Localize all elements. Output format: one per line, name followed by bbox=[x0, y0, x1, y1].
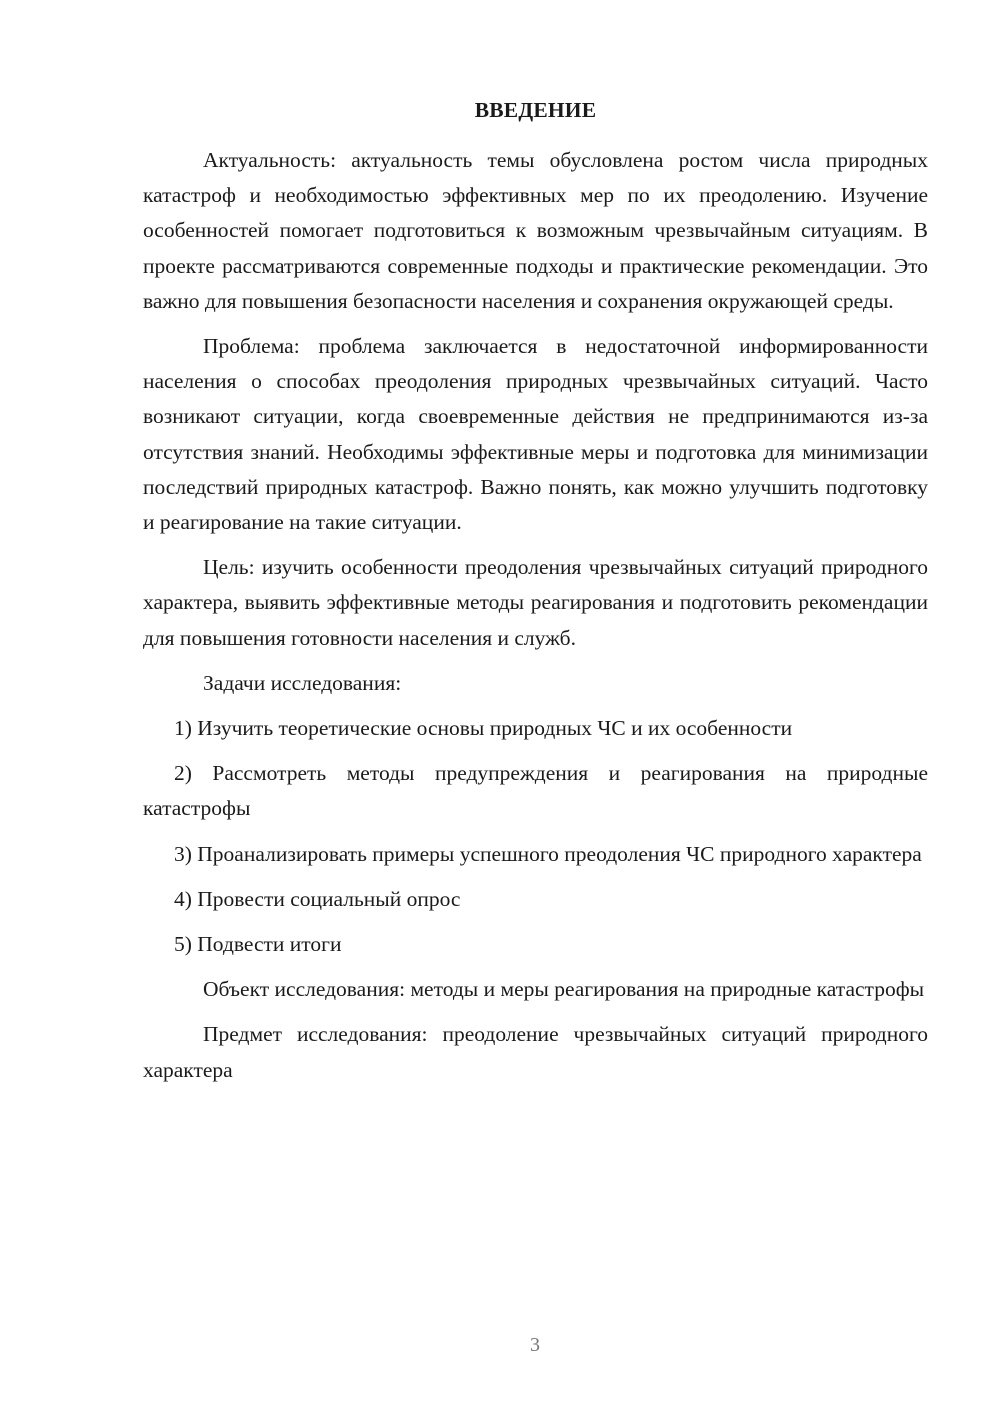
task-item: 5) Подвести итоги bbox=[174, 932, 342, 957]
problem-paragraph: Проблема: проблема заключается в недостаточной информированности населения о способах преодоления природных чрезвычайных ситуаций. Часто возникают ситуации, когда своевременные действия не предпринимаются из-за отсутствия знаний. Необходимы эффективные меры и подготовка для минимизации последствий природных катастроф. Важно понять, как можно улучшить подготовку и реагирование на такие ситуации. bbox=[143, 334, 928, 535]
task-item: 3) Проанализировать примеры успешного преодоления ЧС природного характера bbox=[174, 841, 922, 866]
task-item: 4) Провести социальный опрос bbox=[174, 886, 461, 911]
section-title: ВВЕДЕНИЕ bbox=[474, 98, 597, 122]
page-content bbox=[143, 93, 928, 1098]
relevance-paragraph: Актуальность: актуальность темы обусловлена ростом числа природных катастроф и необходимостью эффективных мер по их преодолению. Изучение особенностей помогает подготовиться к возможным чрезвычайным ситуациям. В проекте рассматриваются современные подходы и практические рекомендации. Это важно для повышения безопасности населения и сохранения окружающей среды. bbox=[143, 148, 928, 313]
page-number: 3 bbox=[530, 1334, 540, 1356]
tasks-heading: Задачи исследования: bbox=[203, 670, 402, 695]
goal-paragraph: Цель: изучить особенности преодоления чрезвычайных ситуаций природного характера, выявить эффективные методы реагирования и подготовить рекомендации для повышения готовности населения и служб. bbox=[143, 555, 928, 650]
task-item: 2) Рассмотреть методы предупреждения и реагирования на природные катастрофы bbox=[143, 761, 928, 821]
object-paragraph: Объект исследования: методы и меры реагирования на природные катастрофы bbox=[203, 977, 925, 1002]
subject-paragraph: Предмет исследования: преодоление чрезвычайных ситуаций природного характера bbox=[143, 1022, 928, 1082]
task-item: 1) Изучить теоретические основы природных ЧС и их особенности bbox=[174, 716, 793, 741]
